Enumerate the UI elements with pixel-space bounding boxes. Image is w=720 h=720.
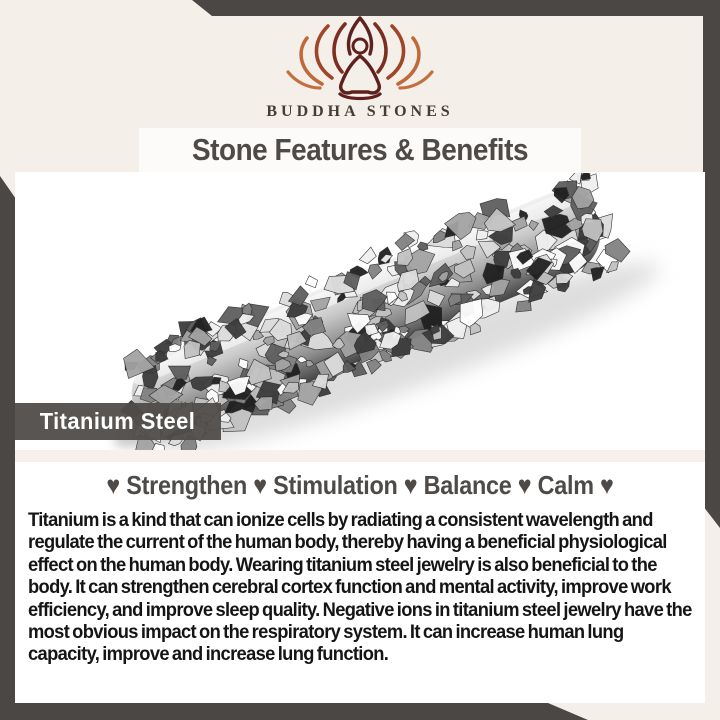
product-image-label [15,403,221,440]
bottom-accent-bar [0,703,590,720]
brand-logo [260,16,460,104]
right-accent-bar [703,0,720,528]
brand-name: BUDDHA STONES [266,103,454,120]
top-accent-bar [0,0,720,16]
left-accent-bar [0,176,16,720]
benefits-paragraph: Titanium is a kind that can ionize cells by radiating a consistent wavelength and regulate the current of the human body, thereby having a beneficial physiological effect on the human body. Wearing titanium steel jewelry is also beneficial to the body. It can strengthen cerebral cortex function and mental activity, improve work efficiency, and improve sleep quality. Negative ions in titanium steel jewelry have the most obvious impact on the respiratory system. It can increase human lung capacity, improve and increase lung function. [28,509,692,666]
benefits-headline: ♥ Strengthen ♥ Stimulation ♥ Balance ♥ Calm ♥ [106,470,614,500]
page-title: Stone Features & Benefits [191,132,529,167]
product-image-label-text: Titanium Steel [39,408,196,434]
section-divider [15,450,705,462]
lotus-meditation-icon [260,16,460,104]
